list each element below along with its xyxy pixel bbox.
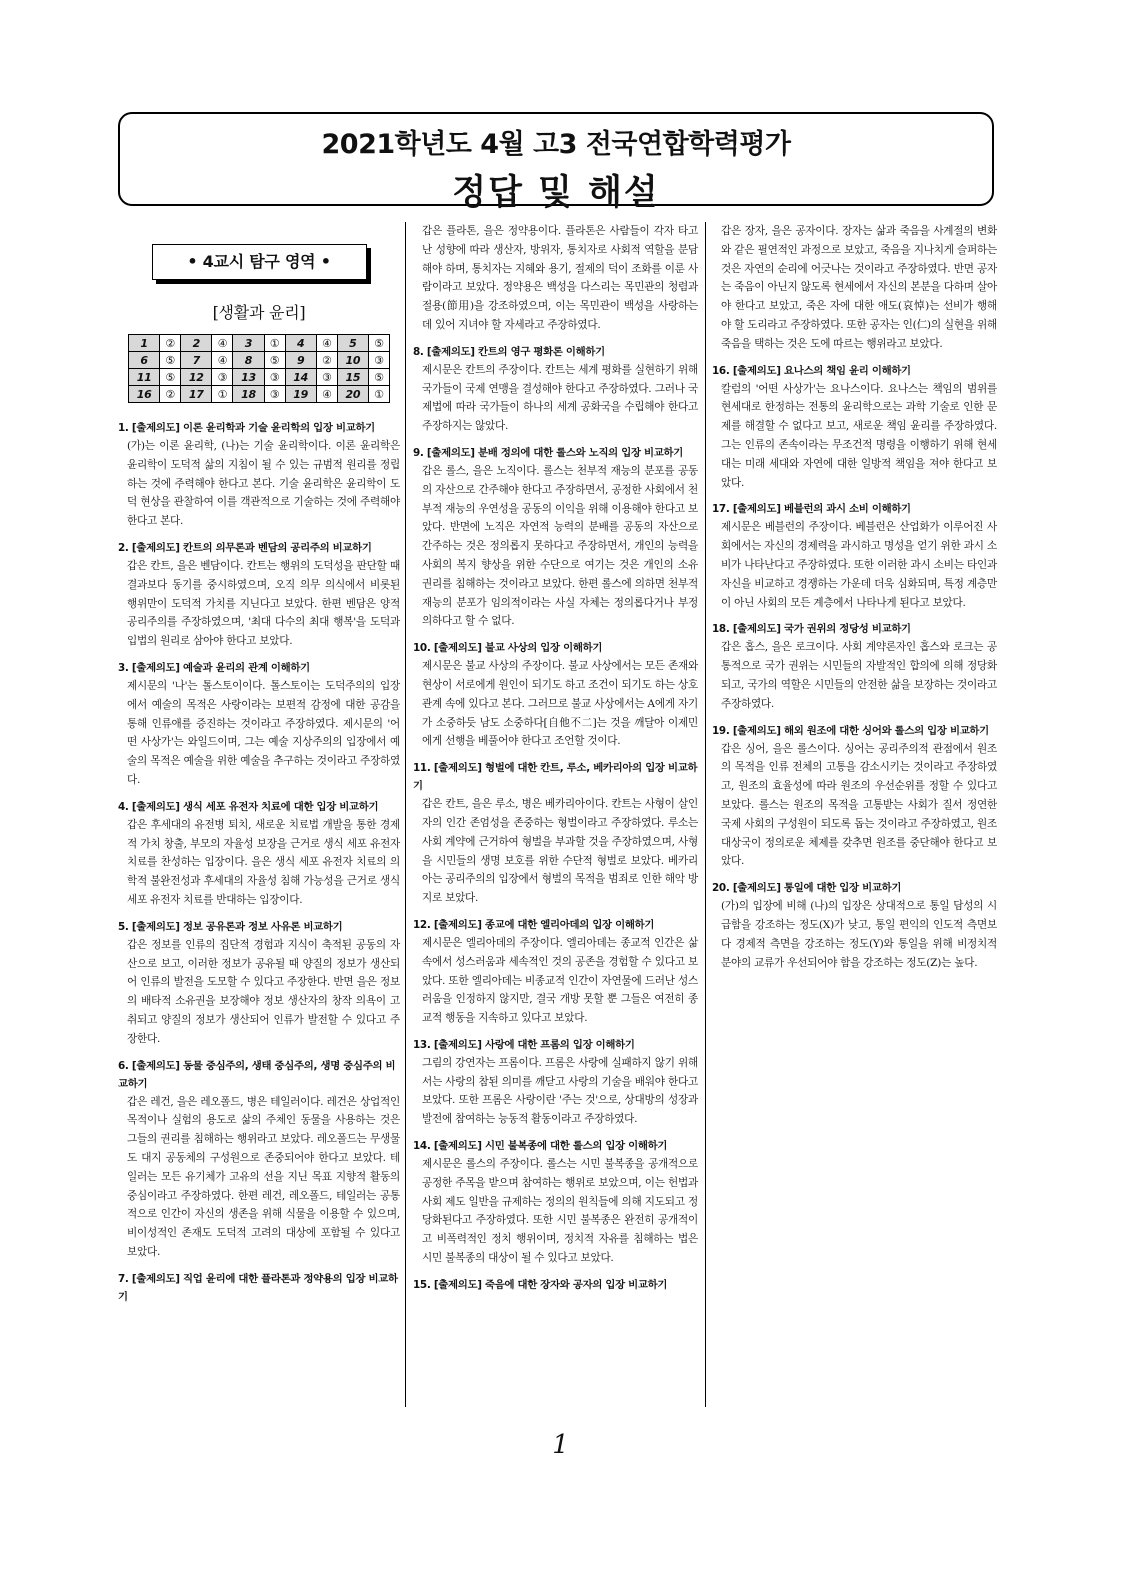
question-heading: 14. [출제의도] 시민 불복종에 대한 롤스의 입장 이해하기 xyxy=(413,1140,668,1153)
question-explanation xyxy=(118,419,400,531)
question-body: 갑은 홉스, 을은 로크이다. 사회 계약론자인 홉스와 로크는 공통적으로 국가 권위는 시민들의 자발적인 합의에 의해 정당화되고, 국가의 역할은 시민들의 안전한 삶을 보장하는 것이라고 주장하였다. xyxy=(721,641,997,710)
question-heading: 20. [출제의도] 통일에 대한 입장 비교하기 xyxy=(712,882,902,895)
question-explanation xyxy=(118,659,400,790)
question-number: 16 xyxy=(129,386,160,403)
question-explanation xyxy=(712,722,997,872)
question-explanation xyxy=(118,539,400,651)
answer-row xyxy=(129,335,390,352)
question-number: 18 xyxy=(233,386,264,403)
column-3 xyxy=(712,222,997,972)
answer-key-title: 정답 및 해설 xyxy=(452,173,660,213)
question-heading: 18. [출제의도] 국가 권위의 정당성 비교하기 xyxy=(712,623,911,636)
question-number: 17 xyxy=(181,386,212,403)
question-body: 갑은 장자, 을은 공자이다. 장자는 삶과 죽음을 사계절의 변화와 같은 필연적인 과정으로 보았고, 죽음을 지나치게 슬퍼하는 것은 자연의 순리에 어긋나는 것이라고 주장하였다. 반면 공자는 죽음이 아닌지 않도록 현세에서 자신의 본분을 다하며 살아야 한다고 보았고, 죽은 자에 대한 애도(哀悼)는 선비가 행해야 할 도리라고 주장하였다. 또한 공자는 인(仁)의 실현을 위해 죽음을 택하는 것은 도에 따르는 행위라고 보았다. xyxy=(721,225,997,350)
column-divider xyxy=(405,222,406,1407)
question-heading: 11. [출제의도] 형벌에 대한 칸트, 루소, 베카리아의 입장 비교하기 xyxy=(413,762,698,793)
question-explanation xyxy=(413,759,698,908)
question-number: 7 xyxy=(181,352,212,369)
answer-choice: ③ xyxy=(264,369,285,386)
question-explanation xyxy=(712,362,997,493)
answer-choice: ③ xyxy=(264,386,285,403)
question-explanation xyxy=(118,798,400,910)
question-explanation xyxy=(712,620,997,713)
answer-choice: ⑤ xyxy=(264,352,285,369)
column-1 xyxy=(118,222,400,1306)
answer-row xyxy=(129,386,390,403)
question-number: 2 xyxy=(181,335,212,352)
question-explanation xyxy=(118,918,400,1049)
question-number: 15 xyxy=(337,369,368,386)
answer-choice: ③ xyxy=(212,369,233,386)
question-explanation xyxy=(413,916,698,1028)
question-explanation xyxy=(413,1137,698,1268)
question-body: 갑은 칸트, 을은 루소, 병은 베카리아이다. 칸트는 사형이 살인자의 인간 존엄성을 존중하는 형벌이라고 주장하였다. 루소는 사회 계약에 근거하여 형벌을 부과할 것을 주장하였으며, 사형을 시민들의 생명 보호를 위한 수단적 형벌로 보았다. 베카리아는 공리주의의 입장에서 형벌의 목적을 범죄로 인한 해악 방지로 보았다. xyxy=(422,798,698,905)
question-body: 제시문은 베블런의 주장이다. 베블런은 산업화가 이루어진 사회에서는 자신의 경제력을 과시하고 명성을 얻기 위한 과시 소비가 나타난다고 주장하였다. 또한 이러한 과시 소비는 타인과 자신을 비교하고 경쟁하는 가운데 더욱 심화되며, 특정 계층만이 아닌 사회의 모든 계층에서 나타나게 된다고 보았다. xyxy=(721,521,997,609)
question-heading: 19. [출제의도] 해외 원조에 대한 싱어와 롤스의 입장 비교하기 xyxy=(712,724,989,737)
question-number: 5 xyxy=(337,335,368,352)
question-heading: 7. [출제의도] 직업 윤리에 대한 플라톤과 정약용의 입장 비교하기 xyxy=(118,1272,398,1303)
question-body: 갑은 롤스, 을은 노직이다. 롤스는 천부적 재능의 분포를 공동의 자산으로 간주해야 한다고 주장하면서, 공정한 사회에서 천부적 재능의 우연성을 공동의 이익을 위해 이용해야 한다고 보았다. 반면에 노직은 자연적 능력의 분배를 공동의 자산으로 간주하는 것은 정의롭지 못하다고 주장하면서, 개인의 능력을 사회의 복지 향상을 위한 수단으로 여기는 것은 개인의 소유 권리를 침해하는 것이라고 보았다. 한편 롤스에 의하면 천부적 재능의 분포가 임의적이라는 사실 자체는 정의롭다거나 부정의하다고 할 수 없다. xyxy=(422,464,698,628)
question-explanation xyxy=(413,1036,698,1129)
answer-choice: ⑤ xyxy=(160,352,181,369)
question-body: 갑은 후세대의 유전병 퇴치, 새로운 치료법 개발을 통한 경제적 가치 창출, 부모의 자율성 보장을 근거로 생식 세포 유전자 치료를 찬성하는 입장이다. 을은 생식 세포 유전자 치료의 의학적 불완전성과 후세대의 자율성 침해 가능성을 근거로 생식 세포 유전자 치료를 반대하는 입장이다. xyxy=(127,818,400,906)
question-body: 갑은 플라톤, 을은 정약용이다. 플라톤은 사람들이 각자 타고난 성향에 따라 생산자, 방위자, 통치자로 사회적 역할을 분담해야 하며, 통치자는 지혜와 용기, 절제의 덕이 조화를 이룬 사람이라고 보았다. 정약용은 백성을 다스리는 목민관의 청렴과 절용(節用)을 강조하였으며, 이는 목민관이 백성을 사랑하는 데 있어 지녀야 할 자세라고 주장하였다. xyxy=(422,225,698,331)
question-body: 제시문은 엘리아데의 주장이다. 엘리아데는 종교적 인간은 삶 속에서 성스러움과 세속적인 것의 공존을 경험할 수 있다고 보았다. 또한 엘리아데는 비종교적 인간이 자연물에 드러난 성스러움을 인정하지 않지만, 결국 개방 못할 뿐 그들은 여전히 종교적 행동을 지속하고 있다고 보았다. xyxy=(422,936,698,1025)
section-label: • 4교시 탐구 영역 • xyxy=(152,244,367,280)
question-heading: 5. [출제의도] 정보 공유론과 정보 사유론 비교하기 xyxy=(118,920,343,933)
question-body: (가)는 이론 윤리학, (나)는 기술 윤리학이다. 이론 윤리학은 윤리학이 도덕적 삶의 지침이 될 수 있는 규범적 원리를 정립하는 것에 주력해야 한다고 본다. 기술 윤리학은 윤리학이 도덕 현상을 관찰하여 이를 객관적으로 기술하는 것에 주력해야 한다고 본다. xyxy=(127,440,400,528)
question-body: 갑은 정보를 인류의 집단적 경험과 지식이 축적된 공동의 자산으로 보고, 이러한 정보가 공유될 때 양질의 정보가 생산되어 인류의 발전을 도모할 수 있다고 주장한다. 반면 을은 정보의 배타적 소유권을 보장해야 정보 생산자의 창작 의욕이 고취되고 양질의 정보가 생산되어 인류가 발전할 수 있다고 주장한다. xyxy=(127,938,400,1045)
question-body: 갑은 싱어, 을은 롤스이다. 싱어는 공리주의적 관점에서 원조의 목적을 인류 전체의 고통을 감소시키는 것이라고 주장하였고, 원조의 효율성에 따라 원조의 우선순위를 정할 수 있다고 보았다. 롤스는 원조의 목적을 고통받는 사회가 질서 정연한 국제 사회의 구성원이 되도록 돕는 것이라고 주장하였고, 원조 대상국이 정의로운 체제를 갖추면 원조를 중단해야 한다고 보았다. xyxy=(721,742,997,868)
column-2-questions xyxy=(413,222,698,1294)
answer-choice: ③ xyxy=(368,352,389,369)
question-number: 4 xyxy=(285,335,316,352)
question-heading: 4. [출제의도] 생식 세포 유전자 치료에 대한 입장 비교하기 xyxy=(118,800,379,813)
column-1-questions xyxy=(118,419,400,1306)
question-number: 1 xyxy=(129,335,160,352)
column-3-questions xyxy=(712,222,997,972)
page-number: 1 xyxy=(552,1430,569,1460)
question-body: 제시문은 롤스의 주장이다. 롤스는 시민 불복종을 공개적으로 공정한 주목을 받으며 참여하는 행위로 보았으며, 이는 헌법과 사회 제도 일반을 규제하는 정의의 원칙들에 의해 지도되고 정당화된다고 주장하였다. 또한 시민 불복종은 완전히 공개적이고 비폭력적인 정치 행위이며, 정치적 자유를 침해하는 법은 시민 불복종의 대상이 될 수 있다고 보았다. xyxy=(422,1158,698,1265)
question-heading: 10. [출제의도] 불교 사상의 입장 이해하기 xyxy=(413,642,603,655)
question-body: 제시문은 불교 사상의 주장이다. 불교 사상에서는 모든 존재와 현상이 서로에게 원인이 되기도 하고 조건이 되기도 하는 상호 관계 속에 있다고 본다. 그러므로 불교 사상에서는 A에게 자기가 소중하듯 남도 소중하다[自他不二]는 것을 깨달아 이제민에게 선행을 베풀어야 한다고 조언할 것이다. xyxy=(422,660,698,748)
question-explanation xyxy=(413,222,698,335)
question-explanation xyxy=(712,879,997,972)
question-explanation xyxy=(118,1057,400,1262)
question-body: 제시문은 칸트의 주장이다. 칸트는 세계 평화를 실현하기 위해 국가들이 국제 연맹을 결성해야 한다고 주장하였다. 그러나 국제법에 따라 국가들이 하나의 세계 공화국을 수립해야 한다고 주장하지는 않았다. xyxy=(422,363,698,433)
exam-title: 2021학년도 4월 고3 전국연합학력평가 xyxy=(321,129,791,160)
question-heading: 6. [출제의도] 동물 중심주의, 생태 중심주의, 생명 중심주의 비교하기 xyxy=(118,1059,396,1090)
question-explanation xyxy=(413,444,698,631)
answer-row xyxy=(129,352,390,369)
question-explanation xyxy=(413,639,698,751)
answer-choice: ⑤ xyxy=(368,369,389,386)
question-heading: 1. [출제의도] 이론 윤리학과 기술 윤리학의 입장 비교하기 xyxy=(118,422,375,434)
question-body: 갑은 레건, 을은 레오폴드, 병은 테일러이다. 레건은 상업적인 목적이나 실험의 용도로 삶의 주체인 동물을 사용하는 것은 그들의 권리를 침해하는 행위라고 보았다. 레오폴드는 무생물도 대지 공동체의 구성원으로 존중되어야 한다고 보았다. 테일러는 모든 유기체가 고유의 선을 지닌 목표 지향적 활동의 중심이라고 주장하였다. 한편 레건, 레오폴드, 테일러는 공통적으로 인간이 자신의 생존을 위해 식물을 이용할 수 있으며, 비이성적인 존재도 도덕적 고려의 대상에 포함될 수 있다고 보았다. xyxy=(127,1095,400,1258)
question-body: 칼럼의 '어떤 사상가'는 요나스이다. 요나스는 책임의 범위를 현세대로 한정하는 전통의 윤리학으로는 과학 기술로 인한 문제를 해결할 수 없다고 보고, 새로운 책임 윤리를 주장하였다. 그는 인류의 존속이라는 무조건적 명령을 이행하기 위해 현세대는 미래 세대와 자연에 대한 일방적 책임을 져야 한다고 보았다. xyxy=(721,382,997,489)
question-body: 그림의 강연자는 프롬이다. 프롬은 사랑에 실패하지 않기 위해서는 사랑의 참된 의미를 깨닫고 사랑의 기술을 배워야 한다고 보았다. 또한 프롬은 사랑이란 '주는 것'으로, 상대방의 성장과 발전에 참여하는 능동적 활동이라고 주장하였다. xyxy=(422,1056,698,1126)
answer-choice: ⑤ xyxy=(368,335,389,352)
question-number: 6 xyxy=(129,352,160,369)
answer-choice: ① xyxy=(264,335,285,352)
question-number: 3 xyxy=(233,335,264,352)
question-heading: 12. [출제의도] 종교에 대한 엘리아데의 입장 이해하기 xyxy=(413,918,655,931)
question-number: 12 xyxy=(181,369,212,386)
question-number: 19 xyxy=(285,386,316,403)
question-explanation xyxy=(712,500,997,612)
answer-choice: ④ xyxy=(316,335,337,352)
question-heading: 2. [출제의도] 칸트의 의무론과 벤담의 공리주의 비교하기 xyxy=(118,541,372,554)
question-explanation xyxy=(413,343,698,436)
question-number: 20 xyxy=(337,386,368,403)
answer-choice: ③ xyxy=(316,369,337,386)
answer-table xyxy=(128,334,390,403)
question-number: 9 xyxy=(285,352,316,369)
answer-choice: ① xyxy=(368,386,389,403)
column-2 xyxy=(413,222,698,1294)
question-explanation xyxy=(118,1270,400,1306)
question-heading: 17. [출제의도] 베블런의 과시 소비 이해하기 xyxy=(712,503,911,516)
answer-choice: ② xyxy=(160,335,181,352)
question-heading: 13. [출제의도] 사랑에 대한 프롬의 입장 이해하기 xyxy=(413,1038,635,1051)
answer-choice: ② xyxy=(316,352,337,369)
question-heading: 9. [출제의도] 분배 정의에 대한 롤스와 노직의 입장 비교하기 xyxy=(413,446,683,459)
answer-choice: ① xyxy=(212,386,233,403)
subject-title: [생활과 윤리] xyxy=(212,303,306,322)
question-number: 14 xyxy=(285,369,316,386)
question-number: 8 xyxy=(233,352,264,369)
question-body: 제시문의 '나'는 톨스토이이다. 톨스토이는 도덕주의의 입장에서 예술의 목적은 사랑이라는 보편적 감정에 대한 공감을 통해 인류애를 증진하는 것이라고 주장하였다. 제시문의 '어떤 사상가'는 와일드이며, 그는 예술 지상주의의 입장에서 예술의 목적은 예술을 위한 예술을 추구하는 것이라고 주장하였다. xyxy=(127,679,400,786)
answer-choice: ④ xyxy=(212,335,233,352)
answer-choice: ④ xyxy=(316,386,337,403)
question-heading: 3. [출제의도] 예술과 윤리의 관계 이해하기 xyxy=(118,661,310,674)
question-explanation xyxy=(712,222,997,354)
question-body: 갑은 칸트, 을은 벤담이다. 칸트는 행위의 도덕성을 판단할 때 결과보다 동기를 중시하였으며, 오직 의무 의식에서 비롯된 행위만이 도덕적 가치를 지닌다고 보았다. 한편 벤담은 양적 공리주의를 주장하였으며, '최대 다수의 최대 행복'을 도덕과 입법의 원리로 삼아야 한다고 보았다. xyxy=(127,559,400,648)
answer-choice: ② xyxy=(160,386,181,403)
column-divider xyxy=(705,222,706,1407)
question-heading: 16. [출제의도] 요나스의 책임 윤리 이해하기 xyxy=(712,364,911,377)
question-heading: 8. [출제의도] 칸트의 영구 평화론 이해하기 xyxy=(413,345,605,358)
question-explanation xyxy=(413,1276,698,1294)
answer-choice: ④ xyxy=(212,352,233,369)
title-box xyxy=(118,112,994,213)
question-heading: 15. [출제의도] 죽음에 대한 장자와 공자의 입장 비교하기 xyxy=(413,1278,668,1291)
question-number: 11 xyxy=(129,369,160,386)
question-number: 13 xyxy=(233,369,264,386)
answer-row xyxy=(129,369,390,386)
question-body: (가)의 입장에 비해 (나)의 입장은 상대적으로 통일 담성의 시급함을 강조하는 정도(X)가 낮고, 통일 편익의 인도적 측면보다 경제적 측면을 강조하는 정도(Y)와 통일을 위해 비정치적 분야의 교류가 우선되어야 함을 강조하는 정도(Z)는 높다. xyxy=(721,900,997,969)
question-number: 10 xyxy=(337,352,368,369)
answer-choice: ⑤ xyxy=(160,369,181,386)
